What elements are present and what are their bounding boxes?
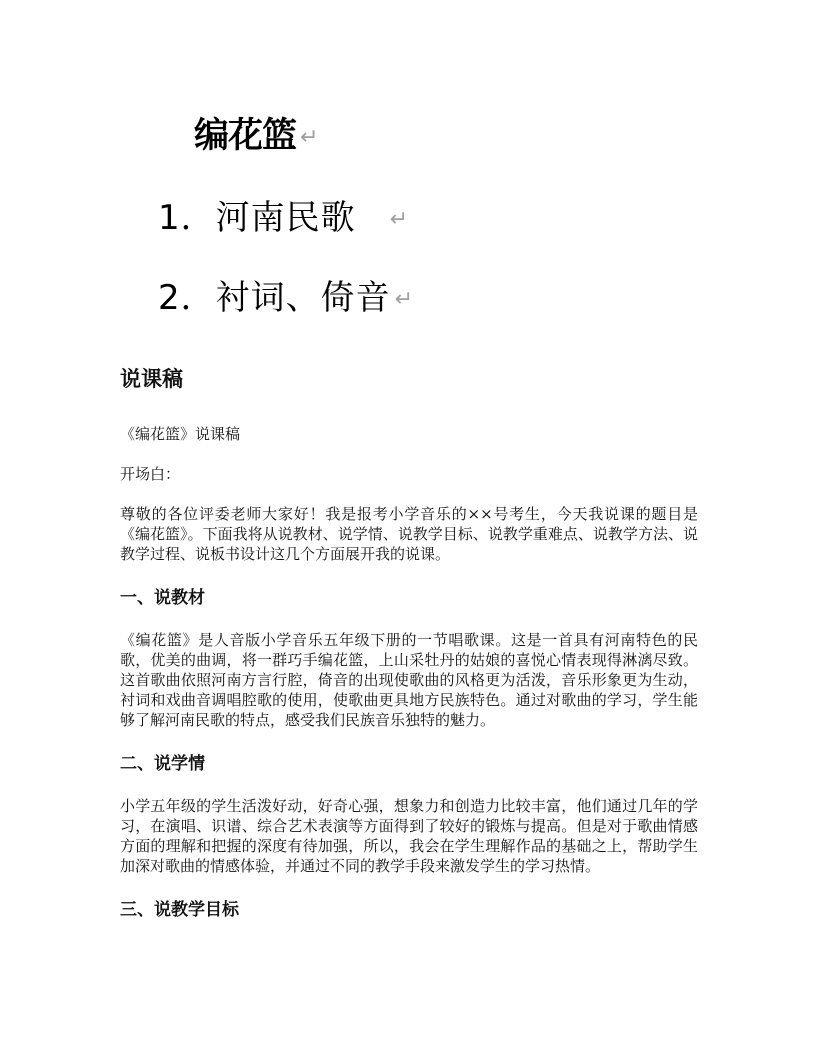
return-mark-icon: ↵ <box>394 287 415 312</box>
document-subtitle: 《编花篮》说课稿 <box>120 425 241 443</box>
opening-paragraph: 尊敬的各位评委老师大家好！我是报考小学音乐的××号考生，今天我说课的题目是《编花篮》。下面我将从说教材、说学情、说教学目标、说教学重难点、说教学方法、说教学过程、说板书设计这几个方面展开我的说课。 <box>120 505 698 563</box>
section-paragraph: 《编花篮》是人音版小学音乐五年级下册的一节唱歌课。这是一首具有河南特色的民歌，优美的曲调，将一群巧手编花篮，上山采牡丹的姑娘的喜悦心情表现得淋漓尽致。这首歌曲依照河南方言行腔，倚音的出现使歌曲的风格更为活泼，音乐形象更为生动，衬词和戏曲音调唱腔歌的使用，使歌曲更具地方民族特色。通过对歌曲的学习，学生能够了解河南民歌的特点，感受我们民族音乐独特的魅力。 <box>120 631 698 729</box>
board-title: 编花篮 ↵ <box>194 116 318 156</box>
board-line-1: 1．河南民歌 ↵ <box>158 198 410 238</box>
section-paragraph: 小学五年级的学生活泼好动，好奇心强，想象力和创造力比较丰富，他们通过几年的学习，在演唱、识谱、综合艺术表演等方面得到了较好的锻炼与提高。但是对于歌曲情感方面的理解和把握的深度有待加强，所以，我会在学生理解作品的基础之上，帮助学生加深对歌曲的情感体验，并通过不同的教学手段来激发学生的学习热情。 <box>120 797 698 875</box>
section-heading: 一、说教材 <box>120 588 205 608</box>
return-mark-icon: ↵ <box>300 124 318 150</box>
document-body <box>120 362 698 942</box>
section-heading: 三、说教学目标 <box>120 900 239 920</box>
return-mark-icon: ↵ <box>389 207 410 232</box>
section-heading: 二、说学情 <box>120 754 205 774</box>
board-line-2: 2．衬词、倚音 ↵ <box>158 278 415 318</box>
document-title: 说课稿 <box>120 366 183 391</box>
board-image <box>150 100 450 330</box>
opening-label: 开场白： <box>120 465 181 483</box>
